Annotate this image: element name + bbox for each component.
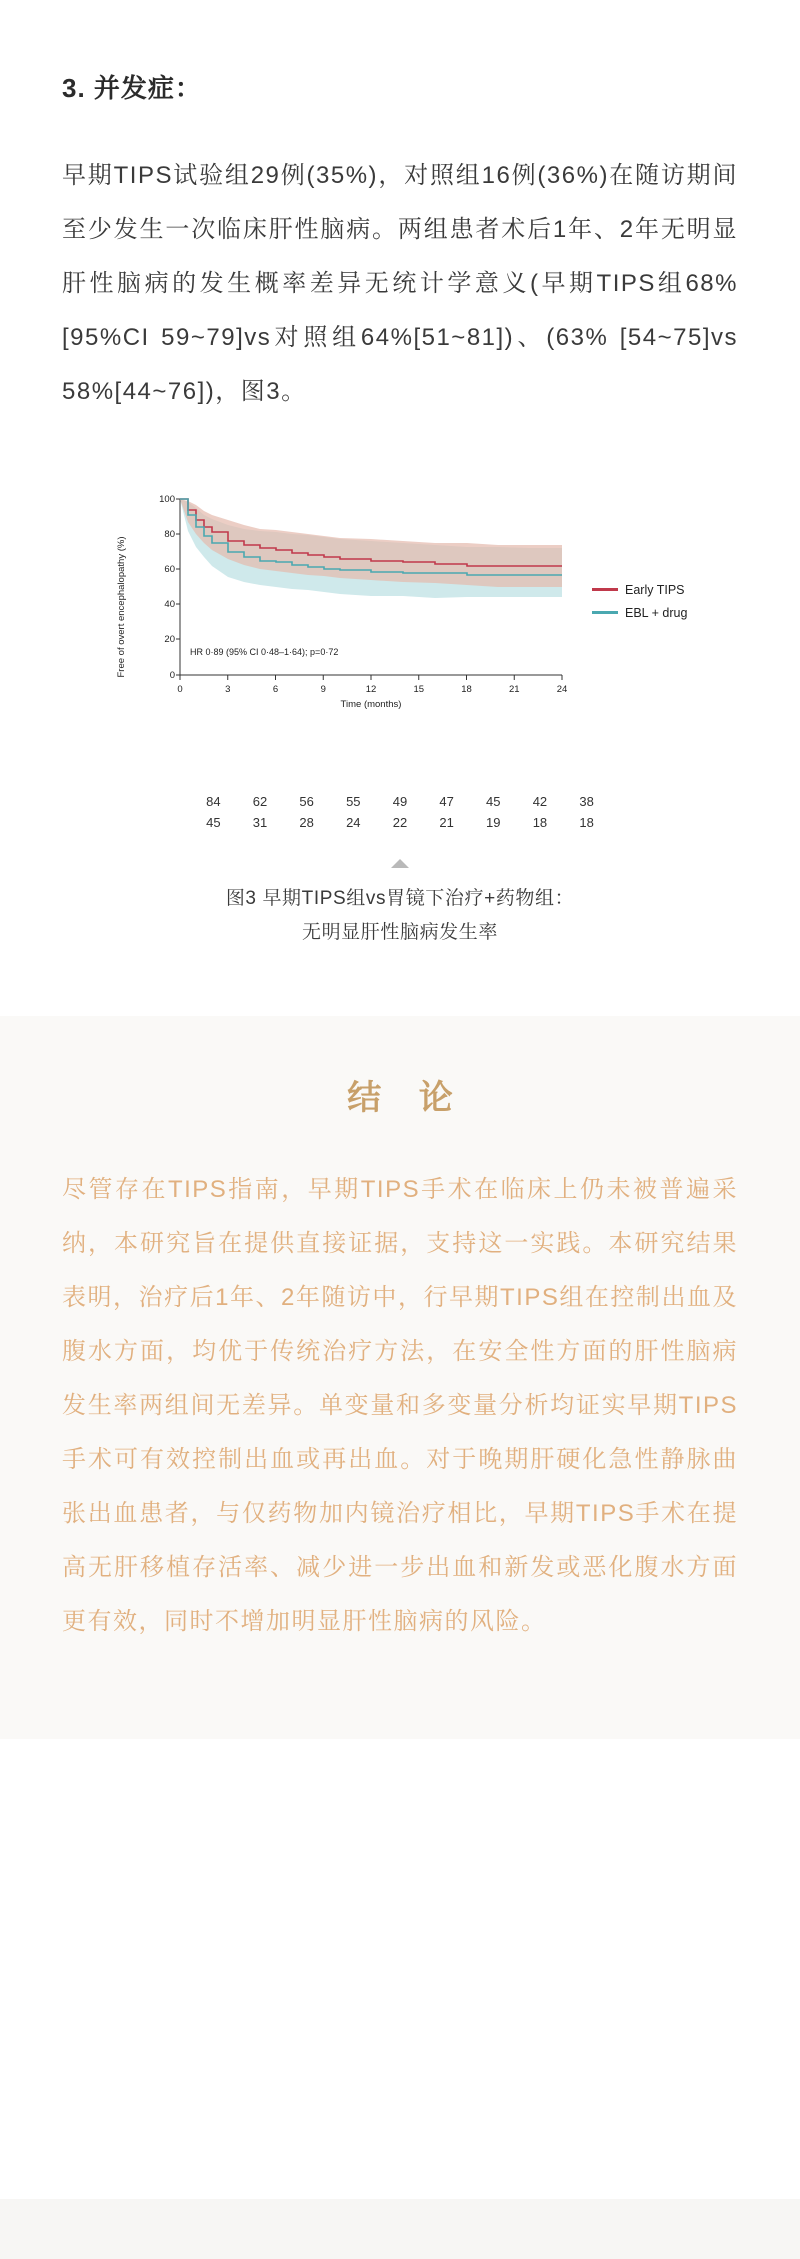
svg-text:0: 0	[177, 683, 183, 695]
conclusion-title: 结 论	[347, 1078, 467, 1117]
figure-caption-line1: 图3 早期TIPS组vs胃镜下治疗+药物组：	[225, 887, 575, 909]
page-title: 3. 并发症：	[62, 72, 202, 103]
svg-text:Time (months): Time (months)	[340, 698, 402, 710]
svg-text:Free of overt encephalopathy (: Free of overt encephalopathy (%)	[116, 536, 127, 678]
hr-annotation: HR 0·89 (95% CI 0·48–1·64); p=0·72	[190, 646, 339, 657]
page-bottom-band	[0, 2199, 800, 2259]
risk-cell: 45	[486, 793, 501, 809]
svg-text:40: 40	[164, 598, 175, 610]
legend-item-early-tips	[592, 583, 687, 597]
risk-cell: 56	[299, 793, 314, 809]
svg-text:21: 21	[508, 683, 520, 695]
risk-cell: 21	[439, 814, 454, 830]
legend-label-early-tips: Early TIPS	[625, 582, 685, 597]
figure-3	[62, 477, 738, 950]
risk-cell: 24	[346, 814, 361, 830]
chart-container	[62, 477, 738, 777]
section-paragraph: 早期TIPS试验组29例(35%)，对照组16例(36%)在随访期间至少发生一次临床肝性脑病。两组患者术后1年、2年无明显肝性脑病的发生概率差异无统计学意义(早期TIPS组68% [95%CI 59~79]vs对照组64%[51~81])、(63% [54~75]vs 58%[44~76])，图3。	[62, 161, 738, 405]
svg-text:6: 6	[272, 683, 279, 695]
svg-text:3: 3	[225, 683, 231, 695]
svg-text:60: 60	[164, 563, 175, 575]
svg-text:15: 15	[413, 683, 425, 695]
chart-legend	[592, 583, 687, 629]
table-row	[190, 812, 610, 833]
conclusion-section	[62, 1070, 738, 1649]
svg-text:80: 80	[164, 528, 175, 540]
page-content	[0, 22, 800, 1649]
risk-cell: 62	[252, 793, 268, 809]
risk-cell: 28	[299, 814, 314, 830]
legend-swatch-ebl-drug	[592, 611, 618, 614]
svg-text:20: 20	[164, 633, 175, 645]
conclusion-paragraph: 尽管存在TIPS指南，早期TIPS手术在临床上仍未被普遍采纳，本研究旨在提供直接证据，支持这一实践。本研究结果表明，治疗后1年、2年随访中，行早期TIPS组在控制出血及腹水方面，均优于传统治疗方法，在安全性方面的肝性脑病发生率两组间无差异。单变量和多变量分析均证实早期TIPS手术可有效控制出血或再出血。对于晚期肝硬化急性静脉曲张出血患者，与仅药物加内镜治疗相比，早期TIPS手术在提高无肝移植存活率、减少进一步出血和新发或恶化腹水方面更有效，同时不增加明显肝性脑病的风险。	[62, 1175, 738, 1635]
risk-cell: 45	[206, 814, 221, 830]
svg-text:24: 24	[556, 683, 568, 695]
risk-cell: 18	[579, 814, 594, 830]
figure-caption	[62, 882, 738, 950]
risk-cell: 49	[392, 793, 408, 809]
legend-swatch-early-tips	[592, 588, 618, 591]
risk-cell: 22	[392, 814, 408, 830]
legend-label-ebl-drug: EBL + drug	[625, 605, 688, 620]
risk-cell: 38	[579, 793, 594, 809]
svg-text:9: 9	[320, 683, 326, 695]
triangle-marker-icon	[391, 859, 409, 868]
risk-cell: 18	[532, 814, 548, 830]
svg-text:0: 0	[169, 669, 175, 681]
svg-text:18: 18	[461, 683, 472, 695]
svg-text:100: 100	[159, 493, 175, 505]
numbers-at-risk-table	[190, 791, 610, 833]
table-row	[190, 791, 610, 812]
risk-cell: 84	[206, 793, 221, 809]
figure-caption-line2: 无明显肝性脑病发生率	[301, 921, 498, 943]
legend-item-ebl-drug	[592, 606, 687, 620]
risk-cell: 42	[532, 793, 548, 809]
risk-cell: 55	[346, 793, 361, 809]
risk-cell: 19	[486, 814, 501, 830]
document-page	[0, 22, 800, 2259]
risk-cell: 31	[252, 814, 268, 830]
svg-text:12: 12	[365, 683, 377, 695]
risk-cell: 47	[439, 793, 454, 809]
